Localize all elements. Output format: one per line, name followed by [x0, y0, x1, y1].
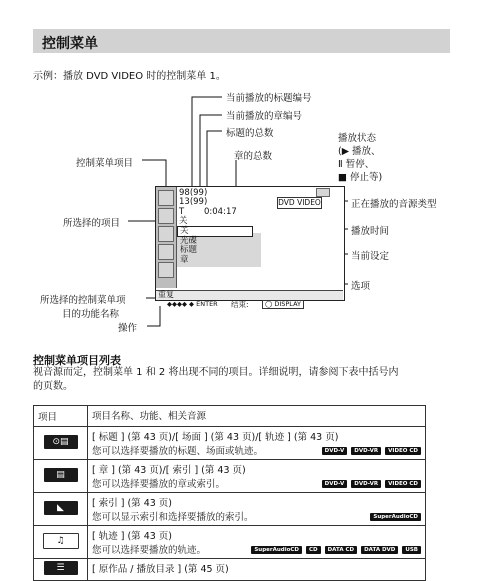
callout-operation: 操作 [118, 323, 138, 334]
time-label: T [179, 207, 185, 217]
callout-playback-status: 播放状态 [338, 133, 377, 144]
callout-status-stop: ■ 停止等) [338, 172, 383, 183]
source-badge: VIDEO CD [385, 480, 421, 488]
callout-title-number: 当前播放的标题编号 [226, 93, 312, 104]
option-title[interactable]: 标题 [180, 245, 198, 255]
operation-bar [156, 290, 343, 300]
nav-keys: ◆◆◆◆ ◆ ENTER [167, 300, 218, 308]
row-name: [ 标题 ] (第 43 页)/[ 场面 ] (第 43 页)/[ 轨迹 ] (第 43 页) [92, 432, 339, 443]
menu-item-icon [158, 244, 174, 260]
callout-source-type: 正在播放的音源类型 [351, 199, 437, 210]
source-badge: DVD-VR [351, 447, 381, 455]
option-chapter[interactable]: 章 [180, 255, 189, 265]
chapter-counter: 13(99) [179, 197, 208, 207]
source-badge: SuperAudioCD [370, 513, 421, 521]
track-music-icon: ♫ [43, 533, 79, 549]
row-name: [ 原作品 / 播放目录 ] (第 45 页) [92, 564, 229, 575]
table-row [34, 559, 426, 581]
source-badge: DVD-V [322, 480, 348, 488]
page-title: 控制菜单 [42, 36, 98, 52]
callout-playing-time: 播放时间 [351, 226, 390, 237]
callout-selected-item: 所选择的项目 [63, 218, 121, 229]
title-scene-track-icon: ⊙▤ [44, 435, 78, 449]
menu-icon-column [156, 187, 177, 288]
column-header-item: 项目 [34, 406, 88, 427]
playing-time: 0:04:17 [204, 207, 237, 217]
row-name: [ 轨迹 ] (第 43 页) [92, 531, 173, 542]
source-badge: DVD-V [322, 447, 348, 455]
menu-items-table [33, 405, 426, 581]
callout-status-play: (▶ 播放、 [338, 146, 381, 157]
table-header-row [34, 406, 426, 427]
column-header-description: 项目名称、功能、相关音源 [88, 406, 426, 427]
source-badge: DATA DVD [361, 546, 398, 554]
callout-menu-items: 控制菜单项目 [76, 158, 134, 169]
source-badge: USB [402, 546, 421, 554]
title-counter: 98(99) [179, 188, 208, 198]
callout-status-pause: Ⅱ 暂停、 [338, 159, 375, 170]
menu-item-icon [158, 208, 174, 224]
row-function: 您可以选择要播放的轨迹。 [92, 545, 207, 556]
callout-options: 选项 [351, 281, 371, 292]
menu-item-icon [158, 190, 174, 206]
table-row [34, 526, 426, 559]
table-row [34, 427, 426, 460]
original-playlist-icon: ☰ [44, 561, 78, 575]
section-title-item-list: 控制菜单项目列表 [33, 354, 121, 367]
source-badge: DVD-VR [351, 480, 381, 488]
chapter-index-icon: ▤ [44, 468, 78, 482]
option-disc[interactable]: 光碟 [180, 236, 198, 246]
source-badge: SuperAudioCD [251, 546, 302, 554]
display-key: ◯ DISPLAY [262, 300, 304, 309]
menu-item-icon [158, 226, 174, 242]
function-label: 重复 [158, 290, 174, 299]
row-name: [ 章 ] (第 43 页)/[ 索引 ] (第 43 页) [92, 465, 246, 476]
callout-current-setting: 当前设定 [351, 251, 390, 262]
section-desc-line2: 的页数。 [33, 381, 73, 392]
index-icon: ◣ [44, 501, 78, 515]
selected-option[interactable]: 关 [180, 226, 189, 236]
callout-function-name-line1: 所选择的控制菜单项 [40, 295, 126, 306]
table-row [34, 460, 426, 493]
menu-item-icon [158, 262, 174, 278]
row-function: 您可以选择要播放的标题、场面或轨迹。 [92, 446, 264, 457]
end-label: 结束: [231, 300, 249, 309]
source-badge: CD [306, 546, 321, 554]
callout-total-chapters: 章的总数 [234, 151, 273, 162]
callout-chapter-number: 当前播放的章编号 [226, 111, 303, 122]
source-type-label: DVD VIDEO [278, 198, 321, 207]
row-function: 您可以显示索引和选择要播放的索引。 [92, 512, 254, 523]
row-name: [ 索引 ] (第 43 页) [92, 498, 173, 509]
example-text: 示例：播放 DVD VIDEO 时的控制菜单 1。 [33, 71, 226, 82]
table-row [34, 493, 426, 526]
source-badge: DATA CD [325, 546, 358, 554]
playback-state-icon [316, 188, 330, 197]
source-badge: VIDEO CD [385, 447, 421, 455]
current-setting: 关 [179, 216, 188, 226]
callout-total-titles: 标题的总数 [226, 128, 274, 139]
callout-function-name-line2: 目的功能名称 [62, 309, 120, 320]
section-desc-line1: 视音源而定，控制菜单 1 和 2 将出现不同的项目。详细说明，请参阅下表中括号内 [33, 367, 399, 378]
row-function: 您可以选择要播放的章或索引。 [92, 479, 226, 490]
